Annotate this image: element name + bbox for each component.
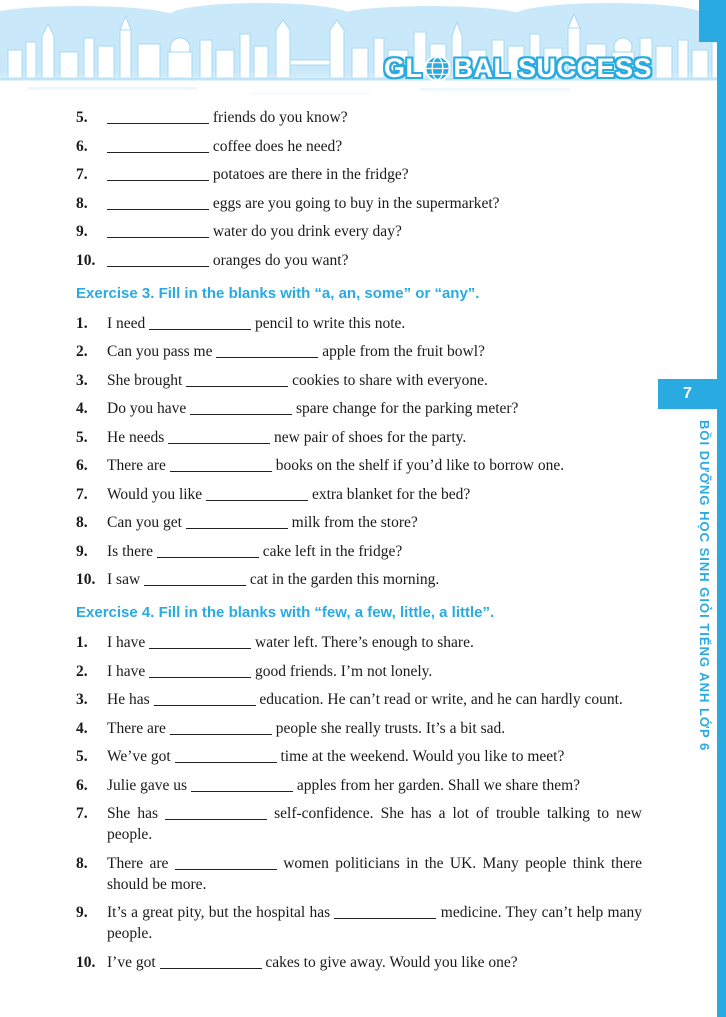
item-number: 9. — [76, 542, 88, 560]
exercise-item-list — [76, 632, 642, 973]
logo-text-left: GL — [383, 53, 423, 83]
exercise-item: 7. She has self-confidence. She has a lot of trouble talking to new people. — [76, 805, 642, 843]
content — [76, 107, 642, 980]
fill-blank — [170, 457, 272, 472]
exercise-item: 9. Is there cake left in the fridge? — [76, 542, 403, 560]
fill-blank — [216, 343, 318, 358]
exercise-item: 8. Can you get milk from the store? — [76, 514, 418, 531]
exercise-title: Exercise 4. Fill in the blanks with “few, a few, little, a little”. — [76, 604, 495, 621]
item-number: 6. — [76, 776, 88, 794]
fill-blank — [154, 691, 256, 706]
exercise-item: 10. I saw cat in the garden this morning. — [76, 571, 440, 588]
item-number: 5. — [76, 748, 88, 765]
fill-blank — [334, 904, 436, 919]
item-number: 1. — [76, 634, 88, 651]
exercise-item: 4. There are people she really trusts. It’s a bit sad. — [76, 719, 506, 737]
fill-blank — [168, 429, 270, 444]
exercise-item: 2. I have good friends. I’m not lonely. — [76, 662, 433, 680]
item-number: 7. — [76, 485, 88, 503]
exercise-item: 3. She brought cookies to share with everyone. — [76, 371, 488, 389]
fill-blank — [107, 109, 209, 124]
exercise-item: 3. He has education. He can’t read or write, and he can hardly count. — [76, 691, 623, 708]
page-number-badge: 7 — [658, 379, 717, 409]
item-number: 8. — [76, 514, 88, 531]
exercise-item: 5. He needs new pair of shoes for the party. — [76, 428, 467, 446]
exercise-item: 8. There are women politicians in the UK. Many people think there should be more. — [76, 854, 643, 893]
item-number: 4. — [76, 400, 88, 417]
fill-blank — [175, 855, 277, 870]
item-number: 9. — [76, 904, 88, 921]
exercise-item: 8. eggs are you going to buy in the supermarket? — [76, 194, 500, 212]
exercise-item: 5. We’ve got time at the weekend. Would you like to meet? — [76, 748, 565, 765]
fill-blank — [149, 315, 251, 330]
exercise-sections — [76, 285, 642, 973]
exercise-item-list — [76, 313, 642, 591]
item-number: 2. — [76, 343, 88, 360]
fill-blank — [149, 634, 251, 649]
book-title-vertical: BỒI DƯỠNG HỌC SINH GIỎI TIẾNG ANH LỚP 6 — [697, 420, 712, 752]
item-number: 8. — [76, 854, 88, 872]
exercise-item: 10. I’ve got cakes to give away. Would you like one? — [76, 953, 518, 971]
header-skyline — [0, 0, 726, 106]
item-number: 6. — [76, 137, 88, 155]
item-number: 9. — [76, 223, 88, 240]
exercise-item: 10. oranges do you want? — [76, 251, 349, 269]
logo-text-right: BAL SUCCESS — [453, 53, 652, 83]
fill-blank — [107, 138, 209, 153]
fill-blank — [175, 748, 277, 763]
item-number: 10. — [76, 251, 96, 269]
exercise-item: 2. Can you pass me apple from the fruit bowl? — [76, 343, 485, 360]
exercise-item: 9. It’s a great pity, but the hospital has medicine. They can’t help many people. — [76, 904, 642, 942]
globe-icon — [424, 55, 451, 82]
item-number: 1. — [76, 314, 88, 332]
fill-blank — [107, 252, 209, 267]
exercise-item: 6. There are books on the shelf if you’d like to borrow one. — [76, 457, 565, 474]
top-right-corner-block — [699, 0, 726, 42]
exercise-item: 6. coffee does he need? — [76, 137, 343, 155]
item-number: 4. — [76, 719, 88, 737]
fill-blank — [107, 223, 209, 238]
item-number: 6. — [76, 457, 88, 474]
exercise-item: 4. Do you have spare change for the parking meter? — [76, 400, 519, 417]
item-number: 7. — [76, 805, 88, 822]
item-number: 5. — [76, 428, 88, 446]
exercise-item: 1. I need pencil to write this note. — [76, 314, 406, 332]
exercise-item: 5. friends do you know? — [76, 109, 348, 126]
fill-blank — [165, 805, 267, 820]
fill-blank — [157, 543, 259, 558]
item-number: 8. — [76, 194, 88, 212]
item-number: 10. — [76, 953, 96, 971]
item-number: 10. — [76, 571, 96, 588]
exercise-item: 7. potatoes are there in the fridge? — [76, 166, 409, 183]
fill-blank — [107, 195, 209, 210]
fill-blank — [160, 954, 262, 969]
fill-blank — [144, 571, 246, 586]
fill-blank — [206, 486, 308, 501]
fill-blank — [186, 372, 288, 387]
exercise-item: 9. water do you drink every day? — [76, 223, 402, 240]
item-number: 3. — [76, 371, 88, 389]
exercise-title: Exercise 3. Fill in the blanks with “a, an, some” or “any”. — [76, 284, 480, 302]
item-number: 7. — [76, 166, 88, 183]
fill-blank — [107, 166, 209, 181]
item-number: 3. — [76, 691, 88, 708]
exercise-item: 7. Would you like extra blanket for the bed? — [76, 485, 471, 503]
fill-blank — [191, 777, 293, 792]
item-number: 2. — [76, 662, 88, 680]
right-edge-strip — [717, 0, 726, 1017]
exercise-item: 6. Julie gave us apples from her garden. Shall we share them? — [76, 776, 581, 794]
global-success-logo — [384, 53, 652, 84]
fill-blank — [149, 663, 251, 678]
fill-blank — [190, 400, 292, 415]
fill-blank — [186, 514, 288, 529]
intro-list — [76, 107, 642, 271]
item-number: 5. — [76, 109, 88, 126]
fill-blank — [170, 720, 272, 735]
exercise-item: 1. I have water left. There’s enough to share. — [76, 634, 474, 651]
